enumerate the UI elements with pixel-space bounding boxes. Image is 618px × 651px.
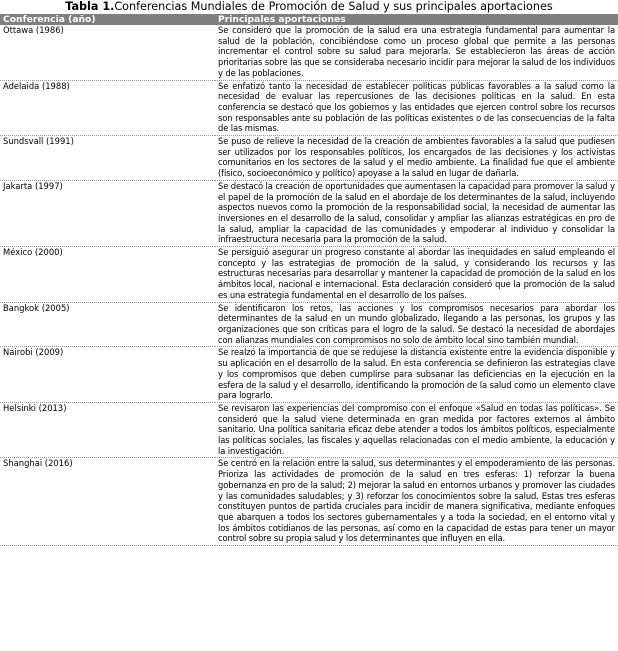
header-contributions: Principales aportaciones bbox=[215, 14, 618, 25]
table-caption-text: Conferencias Mundiales de Promoción de Salud y sus principales aportaciones bbox=[114, 0, 553, 13]
header-conference: Conferencia (año) bbox=[0, 14, 215, 25]
conference-cell: Jakarta (1997) bbox=[0, 180, 215, 246]
table-row bbox=[0, 302, 618, 347]
table-caption bbox=[0, 0, 618, 14]
conference-cell: Adelaida (1988) bbox=[0, 80, 215, 136]
table-caption-lead: Tabla 1. bbox=[65, 0, 115, 13]
conference-cell: Helsinki (2013) bbox=[0, 402, 215, 458]
table-row bbox=[0, 458, 618, 546]
conference-cell: Sundsvall (1991) bbox=[0, 136, 215, 181]
table-row bbox=[0, 136, 618, 181]
conference-cell: México (2000) bbox=[0, 247, 215, 303]
conference-cell: Ottawa (1986) bbox=[0, 25, 215, 80]
contribution-cell: Se enfatizó tanto la necesidad de establecer políticas públicas favorables a la salud como la necesidad de evaluar las repercusiones de las decisiones políticas en la salud. En esta conferencia se destacó que los gobiernos y las entidades que ejercen control sobre los recursos son responsables ante su población de las políticas existentes o de las consecuencias de la falta de las mismas. bbox=[215, 80, 618, 136]
table-row bbox=[0, 80, 618, 136]
contribution-cell: Se consideró que la promoción de la salud era una estrategia fundamental para aumentar la salud de la población, concibiéndose como un proceso global que permite a las personas incrementar el control sobre su salud para mejorarla. Se establecieron las áreas de acción prioritarias sobre las que se consideraba necesario incidir para mejorar la salud de los individuos y de las poblaciones. bbox=[215, 25, 618, 80]
conference-cell: Shanghai (2016) bbox=[0, 458, 215, 546]
table-row bbox=[0, 247, 618, 303]
table-row bbox=[0, 347, 618, 403]
contribution-cell: Se destacó la creación de oportunidades que aumentasen la capacidad para promover la salud y el papel de la promoción de la salud en el abordaje de los determinantes de la salud, incluyendo aspectos nuevos como la promoción de la responsabilidad social, la necesidad de aumentar las inversiones en el desarrollo de la salud, consolidar y ampliar las alianzas estratégicas en pro de la salud, ampliar la capacidad de las comunidades y empoderar al individuo y consolidar la infraestructura necesaria para la promoción de la salud. bbox=[215, 180, 618, 246]
conference-cell: Bangkok (2005) bbox=[0, 302, 215, 347]
conference-cell: Nairobi (2009) bbox=[0, 347, 215, 403]
contribution-cell: Se revisaron las experiencias del compromiso con el enfoque «Salud en todas las políticas». Se consideró que la salud viene determinada en gran medida por factores externos al ámbito sanitario. Una política sanitaria eficaz debe atender a todos los ámbitos políticos, especialmente las políticas sociales, las fiscales y aquellas relacionadas con el medio ambiente, la educación y la investigación. bbox=[215, 402, 618, 458]
contribution-cell: Se realzó la importancia de que se redujese la distancia existente entre la evidencia disponible y su aplicación en el desarrollo de la salud. En esta conferencia se definieron las estrategias clave y los compromisos que deben cumplirse para subsanar las deficiencias en la ejecución en la esfera de la salud y el desarrollo, identificando la promoción de la salud como un elemento clave para lograrlo. bbox=[215, 347, 618, 403]
table-row bbox=[0, 25, 618, 80]
table-row bbox=[0, 180, 618, 246]
contribution-cell: Se identificaron los retos, las acciones y los compromisos necesarios para abordar los determinantes de la salud en un mundo globalizado, llegando a las personas, los grupos y las organizaciones que son críticas para el logro de la salud. Se destacó la necesidad de abordajes con alianzas mundiales con compromisos no solo de ámbito local sino también mundial. bbox=[215, 302, 618, 347]
table-header-row bbox=[0, 14, 618, 25]
conferences-table bbox=[0, 14, 618, 546]
contribution-cell: Se persiguió asegurar un progreso constante al abordar las inequidades en salud empleando el concepto y las estrategias de promoción de la salud, y considerando los recursos y las estructuras necesarias para desarrollar y mantener la capacidad de promoción de la salud en los ámbitos local, nacional e internacional. Esta declaración consideró que la promoción de la salud es una estrategia fundamental en el desarrollo de los países. bbox=[215, 247, 618, 303]
contribution-cell: Se centró en la relación entre la salud, sus determinantes y el empoderamiento de las personas. Prioriza las actividades de promoción de la salud en tres esferas: 1) reforzar la buena gobernanza en pro de la salud; 2) mejorar la salud en entornos urbanos y promover las ciudades y las comunidades saludables; y 3) reforzar los conocimientos sobre la salud. Estas tres esferas constituyen puntos de partida cruciales para incidir de manera significativa, mediante enfoques que abarquen a todos los sectores gubernamentales y a toda la sociedad, en el entorno vital y los ámbitos cotidianos de las personas, así como en la capacidad de estas para tener un mayor control sobre su propia salud y los determinantes que influyen en ella. bbox=[215, 458, 618, 546]
table-row bbox=[0, 402, 618, 458]
contribution-cell: Se puso de relieve la necesidad de la creación de ambientes favorables a la salud que pudiesen ser utilizados por los responsables políticos, los encargados de las decisiones y los activistas comunitarios en los sectores de la salud y el medio ambiente. La finalidad fue que el ambiente (físico, socioeconómico y político) apoyase a la salud en lugar de dañarla. bbox=[215, 136, 618, 181]
